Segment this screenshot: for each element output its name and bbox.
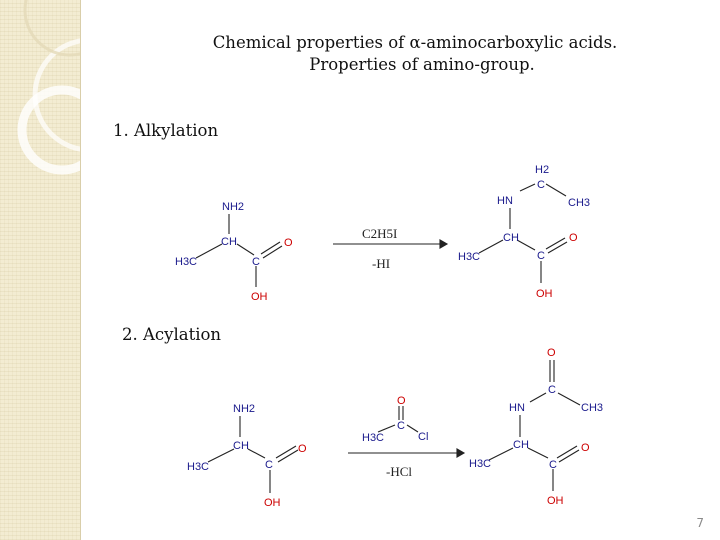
r1-product-o: O — [569, 232, 578, 244]
r1-product-c-top: C — [537, 179, 545, 191]
r2-reagent-below: -HCl — [386, 464, 412, 479]
section-alkylation: 1. Alkylation — [113, 121, 219, 140]
r1-reactant-oh: OH — [251, 291, 268, 303]
r2-product-o: O — [581, 442, 590, 454]
r1-product-h2: H2 — [535, 164, 550, 176]
r2-product-ch: CH — [513, 439, 529, 451]
r2-product-h3c: H3C — [469, 458, 492, 470]
section-acylation: 2. Acylation — [122, 325, 222, 344]
r2-product-ch3: CH3 — [581, 402, 604, 414]
r1-reactant-o: O — [284, 237, 293, 249]
r2-reactant-o: O — [298, 443, 307, 455]
r2-reactant-c: C — [265, 459, 273, 471]
r1-reactant-h3c: H3C — [175, 256, 198, 268]
r2-reagent-c: C — [397, 420, 405, 432]
r1-reactant-c: C — [252, 256, 260, 268]
r1-product-hn: HN — [497, 195, 513, 207]
r2-reactant-ch: CH — [233, 440, 249, 452]
r1-reactant-ch: CH — [221, 236, 237, 248]
r1-product-oh: OH — [536, 288, 553, 300]
r2-reagent-o: O — [397, 395, 406, 407]
r2-product-oh: OH — [547, 495, 564, 507]
r1-product-h3c: H3C — [458, 251, 481, 263]
r2-reactant-h3c: H3C — [187, 461, 210, 473]
r1-reagent-below: -HI — [372, 256, 391, 271]
r2-reactant-nh2: NH2 — [233, 403, 256, 415]
r1-product-ch3: CH3 — [568, 197, 591, 209]
r1-reactant-nh2: NH2 — [222, 201, 245, 213]
title-line-2: Properties of amino-group. — [309, 55, 535, 74]
r2-product-o-top: O — [547, 347, 556, 359]
r2-reagent-h3c: H3C — [362, 432, 385, 444]
r2-product-c: C — [549, 459, 557, 471]
r2-product-hn: HN — [509, 402, 525, 414]
title-line-1: Chemical properties of α-aminocarboxylic acids. — [212, 33, 618, 52]
r1-product-c: C — [537, 250, 545, 262]
r1-reagent-above: C2H5I — [362, 226, 398, 241]
r2-reactant-oh: OH — [264, 497, 281, 509]
r2-product-c-top: C — [548, 384, 556, 396]
r1-product-ch: CH — [503, 232, 519, 244]
page-number: 7 — [696, 516, 704, 530]
r2-reagent-cl: Cl — [418, 431, 429, 443]
